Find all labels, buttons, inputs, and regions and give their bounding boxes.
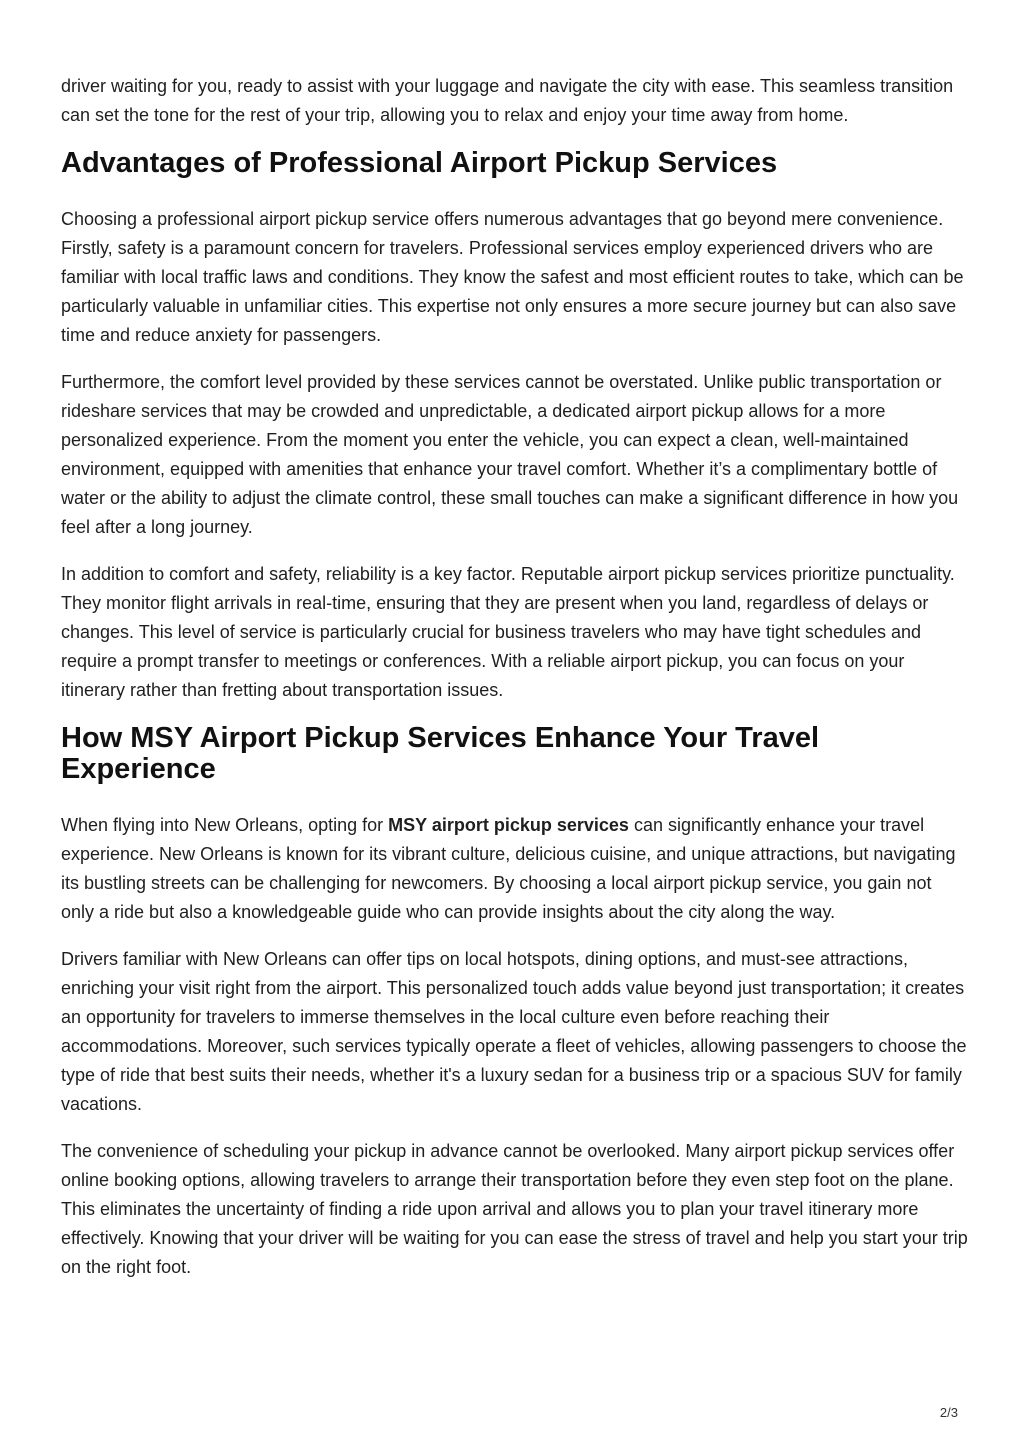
msy-paragraph-3: The convenience of scheduling your pickup in advance cannot be overlooked. Many airport pickup services offer online booking options, allowing travelers to arrange their transportation before they even step foot on the plane. This eliminates the uncertainty of finding a ride upon arrival and allows you to plan your travel itinerary more effectively. Knowing that your driver will be waiting for you can ease the stress of travel and help you start your trip on the right foot. <box>61 1141 968 1277</box>
advantages-paragraph-2: Furthermore, the comfort level provided by these services cannot be overstated. Unlike public transportation or rideshare services that may be crowded and unpredictable, a dedicated airport pickup allows for a more personalized experience. From the moment you enter the vehicle, you can expect a clean, well-maintained environment, equipped with amenities that enhance your travel comfort. Whether it’s a complimentary bottle of water or the ability to adjust the climate control, these small touches can make a significant difference in how you feel after a long journey. <box>61 372 959 537</box>
advantages-paragraph-1: Choosing a professional airport pickup service offers numerous advantages that go beyond mere convenience. Firstly, safety is a paramount concern for travelers. Professional services employ experienced drivers who are familiar with local traffic laws and conditions. They know the safest and most efficient routes to take, which can be particularly valuable in unfamiliar cities. This expertise not only ensures a more secure journey but can also save time and reduce anxiety for passengers. <box>61 209 964 345</box>
document-body <box>61 72 969 1300</box>
advantages-paragraph-3: In addition to comfort and safety, reliability is a key factor. Reputable airport pickup services prioritize punctuality. They monitor flight arrivals in real-time, ensuring that they are present when you land, regardless of delays or changes. This level of service is particularly crucial for business travelers who may have tight schedules and require a prompt transfer to meetings or conferences. With a reliable airport pickup, you can focus on your itinerary rather than fretting about transportation issues. <box>61 564 955 700</box>
msy-paragraph-2: Drivers familiar with New Orleans can offer tips on local hotspots, dining options, and must-see attractions, enriching your visit right from the airport. This personalized touch adds value beyond just transportation; it creates an opportunity for travelers to immerse themselves in the local culture even before reaching their accommodations. Moreover, such services typically operate a fleet of vehicles, allowing passengers to choose the type of ride that best suits their needs, whether it's a luxury sedan for a business trip or a spacious SUV for family vacations. <box>61 949 967 1114</box>
heading-advantages: Advantages of Professional Airport Pickup Services <box>61 147 778 179</box>
page-number: 2/3 <box>939 1405 958 1420</box>
intro-paragraph: driver waiting for you, ready to assist with your luggage and navigate the city with ease. This seamless transition can set the tone for the rest of your trip, allowing you to relax and enjoy your time away from home. <box>61 76 954 125</box>
msy-p1-bold: MSY airport pickup services <box>388 815 629 835</box>
msy-p1-after: can significantly enhance your travel experience. New Orleans is known for its vibrant culture, delicious cuisine, and unique attractions, but navigating its bustling streets can be challenging for newcomers. By choosing a local airport pickup service, you gain not only a ride but also a knowledgeable guide who can provide insights about the city along the way. <box>61 815 956 922</box>
msy-paragraph-1 <box>61 811 969 927</box>
heading-msy: How MSY Airport Pickup Services Enhance Your Travel Experience <box>61 722 820 785</box>
msy-p1-before: When flying into New Orleans, opting for <box>61 815 389 835</box>
